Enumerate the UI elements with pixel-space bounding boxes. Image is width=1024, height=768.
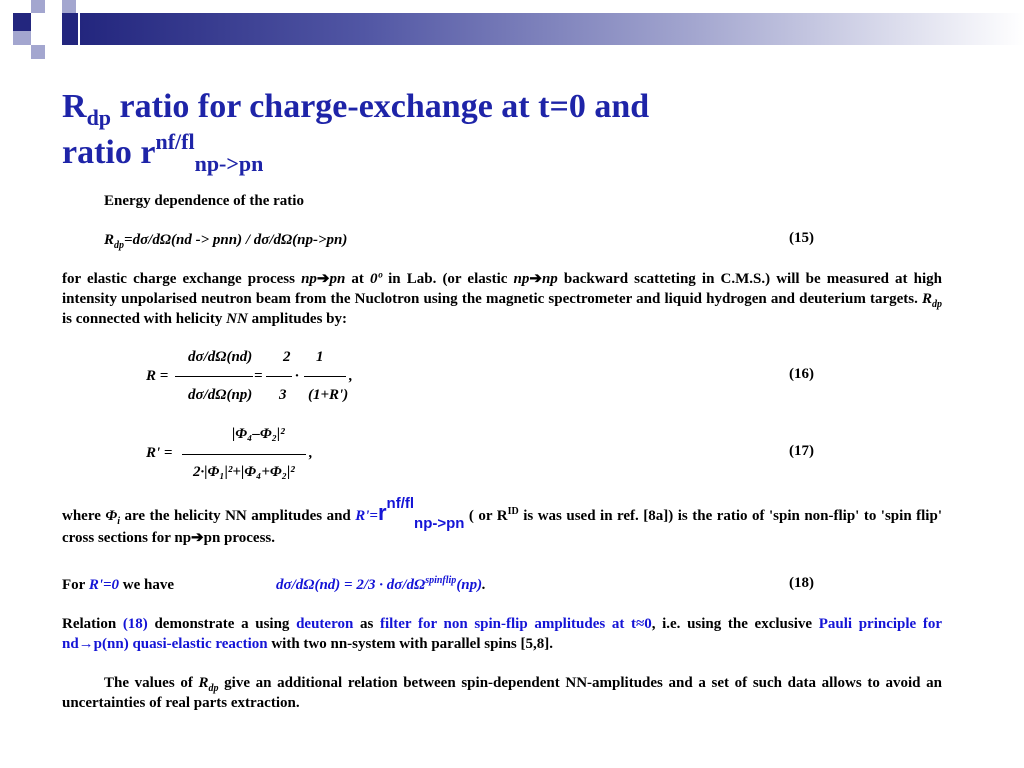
eq17-fraction-bar <box>182 454 306 455</box>
eq16-comma: , <box>349 368 353 384</box>
eq16-fraction-bar-2 <box>266 376 292 377</box>
eq17-lhs: R' = <box>146 445 173 461</box>
eq16-dot: · <box>295 368 299 384</box>
eq16-lhs: R = <box>146 368 169 384</box>
eq16-two: 2 <box>283 349 291 365</box>
equation-18: $d\sigma/d\Omega(nd) = 2/3 \cdot d\sigma/d\Omega^{spinflip}(np)$. <box>276 575 486 593</box>
equation-18-number: (18) <box>789 575 814 591</box>
eq18-intro: For R'=0 we have <box>62 577 175 593</box>
eq16-fraction-bar-3 <box>304 376 346 377</box>
equation-15-number: (15) <box>789 230 814 246</box>
deco-square-light-3 <box>13 31 31 45</box>
deco-square-dark-1 <box>13 13 31 31</box>
eq16-equals: = <box>254 368 263 384</box>
eq16-numerator: dσ/dΩ(nd) <box>188 349 253 365</box>
slide-title: $R_{dp}$ ratio for charge-exchange at t=0 and ratio $r^{nf/fl}_{np->pn}$ <box>62 88 650 176</box>
section-heading: Energy dependence of the ratio <box>104 193 304 209</box>
header-gradient-bar <box>80 13 1024 45</box>
paragraph-process: for elastic charge exchange process np➔pn at 0º in Lab. (or elastic np➔np backward scatteting in C.M.S.) will be measured at high intensity unpolarised neutron beam from the Nuclotron using the magnetic spectrometer and liquid hydrogen and deuterium targets. $R_{dp}$ is connected with helicity NN amplitudes by: <box>62 271 942 327</box>
deco-square-light-1 <box>31 0 45 13</box>
eq17-numerator: |Φ₄–Φ₂|² <box>232 426 285 442</box>
deco-square-dark-2 <box>62 13 78 45</box>
eq16-denominator: dσ/dΩ(np) <box>188 387 253 403</box>
eq16-three: 3 <box>279 387 287 403</box>
paragraph-helicity: where $\Phi_i$ are the helicity NN amplitudes and $R'=r^{nf/fl}_{np->pn}$ ( or $R^{ID}$ is was used in ref. [8a]) is the ratio of 'spin non-flip' to 'spin flip' cross sections for np➔pn process. <box>62 495 942 546</box>
eq16-one: 1 <box>316 349 324 365</box>
deco-square-light-4 <box>31 45 45 59</box>
equation-15: $R_{dp}=d\sigma/d\Omega(nd -> pnn) / d\sigma/d\Omega(np->pn)$ <box>104 232 348 251</box>
paragraph-relation: Relation (18) demonstrate a using deuteron as filter for non spin-flip amplitudes at t≈0, i.e. using the exclusive Pauli principle for nd→p(nn) quasi-elastic reaction with two nn-system with parallel spins [5,8]. <box>62 616 942 652</box>
deco-square-light-2 <box>62 0 76 13</box>
eq17-comma: , <box>309 445 313 461</box>
eq16-one-plus-r: (1+R') <box>308 387 349 403</box>
equation-16-number: (16) <box>789 366 814 382</box>
equation-17-number: (17) <box>789 443 814 459</box>
paragraph-values: The values of $R_{dp}$ give an additional relation between spin-dependent NN-amplitudes and a set of such data allows to avoid an uncertainties of real parts extraction. <box>62 675 942 711</box>
eq16-fraction-bar-1 <box>175 376 253 377</box>
eq17-denominator: 2·|Φ₁|²+|Φ₄+Φ₂|² <box>193 464 295 480</box>
